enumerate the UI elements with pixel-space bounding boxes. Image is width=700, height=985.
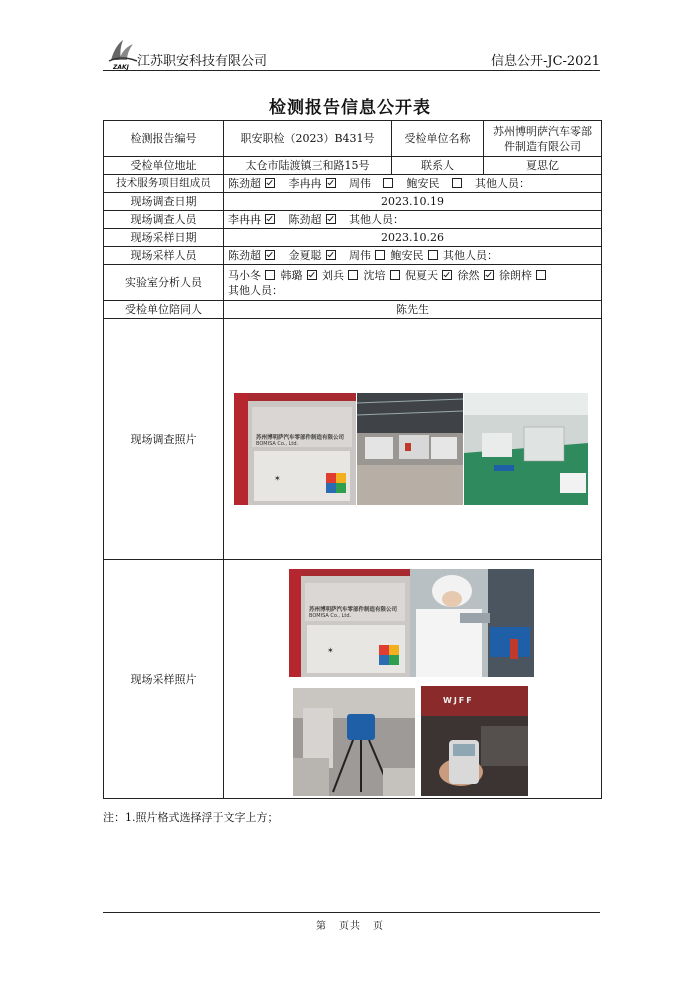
sample-date-value: 2023.10.26 <box>224 229 602 247</box>
checkbox-icon <box>484 270 494 280</box>
table-row <box>104 301 602 319</box>
banner-text: WJFF <box>443 696 474 705</box>
footnote: 注：1.照片格式选择浮于文字上方； <box>103 811 279 824</box>
contact-value: 夏思亿 <box>484 157 602 175</box>
person-name: 陈劲超 <box>288 213 322 226</box>
logo-text: ZAKJ <box>113 64 129 71</box>
sample-photo-worker <box>410 569 534 677</box>
person-name: 李冉冉 <box>228 213 261 226</box>
checkbox-icon <box>390 270 400 280</box>
survey-staff-value <box>224 211 602 229</box>
person-name: 周伟 <box>349 249 371 262</box>
person-name: 徐朗梓 <box>499 268 532 282</box>
page-end-label: 页 <box>373 921 384 932</box>
checkbox-icon <box>348 270 358 280</box>
other-staff: 其他人员： <box>475 177 530 190</box>
checkbox-icon <box>383 178 393 188</box>
sample-photo-label: 现场采样照片 <box>104 560 224 799</box>
company-name: 江苏职安科技有限公司 <box>137 54 268 69</box>
survey-date-value: 2023.10.19 <box>224 193 602 211</box>
person-name: 马小冬 <box>228 268 261 282</box>
address-value: 太仓市陆渡镇三和路15号 <box>224 157 392 175</box>
sign-subtext: BOMISA Co., Ltd. <box>256 441 299 447</box>
sample-staff-label: 现场采样人员 <box>104 247 224 265</box>
checkbox-icon <box>452 178 462 188</box>
meter-image-icon <box>421 686 528 796</box>
table-row <box>104 121 602 157</box>
survey-photo-label: 现场调查照片 <box>104 319 224 560</box>
report-no-label: 检测报告编号 <box>104 121 224 157</box>
svg-text:✶: ✶ <box>327 646 334 655</box>
checkbox-icon <box>265 250 275 260</box>
checkbox-icon <box>265 178 275 188</box>
person-name: 陈劲超 <box>228 177 261 190</box>
checkbox-icon <box>307 270 317 280</box>
checkbox-icon <box>442 270 452 280</box>
person-name: 金夏聪 <box>288 249 322 262</box>
unit-name-label: 受检单位名称 <box>392 121 484 157</box>
table-row <box>104 193 602 211</box>
sample-photo-sign <box>289 569 410 677</box>
escort-label: 受检单位陪同人 <box>104 301 224 319</box>
sample-photo-device <box>293 688 415 796</box>
unit-name-value: 苏州博明萨汽车零部件制造有限公司 <box>484 121 602 157</box>
page-footer <box>0 917 700 932</box>
page-label: 第 <box>316 921 327 932</box>
sign-text: 苏州博明萨汽车零部件制造有限公司 <box>256 435 345 441</box>
workshop-image-icon <box>357 393 463 505</box>
sign-subtext: BOMISA Co., Ltd. <box>309 613 352 619</box>
survey-staff-label: 现场调查人员 <box>104 211 224 229</box>
table-row <box>104 157 602 175</box>
checkbox-icon <box>536 270 546 280</box>
checkbox-icon <box>265 214 275 224</box>
table-row <box>104 175 602 193</box>
table-row <box>104 229 602 247</box>
checkbox-icon <box>375 250 385 260</box>
sampler-image-icon <box>293 688 415 796</box>
worker-image-icon <box>410 569 534 677</box>
person-name: 陈劲超 <box>228 249 261 262</box>
table-row <box>104 265 602 301</box>
other-staff: 其他人员： <box>349 213 404 226</box>
page-title: 检测报告信息公开表 <box>269 98 431 118</box>
lab-staff-value <box>224 265 602 301</box>
survey-photo-floor <box>464 393 588 505</box>
team-label: 技术服务项目组成员 <box>104 175 224 193</box>
survey-photo-sign <box>234 393 356 505</box>
checkbox-icon <box>326 214 336 224</box>
sample-staff-value <box>224 247 602 265</box>
checkbox-icon <box>326 250 336 260</box>
document-number: 信息公开-JC-2021 <box>490 54 600 69</box>
company-logo-icon <box>105 34 139 68</box>
survey-photo-workshop <box>357 393 463 505</box>
sign-image-icon <box>234 393 356 505</box>
sign-image-icon <box>289 569 410 677</box>
sign-text: 苏州博明萨汽车零部件制造有限公司 <box>309 607 398 613</box>
table-row <box>104 211 602 229</box>
escort-value: 陈先生 <box>224 301 602 319</box>
floor-image-icon <box>464 393 588 505</box>
checkbox-icon <box>428 250 438 260</box>
sample-photo-meter <box>421 686 528 796</box>
person-name: 刘兵 <box>322 268 344 282</box>
person-name: 李冉冉 <box>288 177 322 190</box>
page-header <box>103 38 600 71</box>
other-staff: 其他人员： <box>443 249 498 262</box>
person-name: 徐然 <box>457 268 480 282</box>
table-row <box>104 247 602 265</box>
person-name: 鲍安民 <box>406 177 440 190</box>
contact-label: 联系人 <box>392 157 484 175</box>
report-no-value: 职安职检（2023）B431号 <box>224 121 392 157</box>
sample-date-label: 现场采样日期 <box>104 229 224 247</box>
footer-divider <box>103 912 600 913</box>
checkbox-icon <box>326 178 336 188</box>
person-name: 沈培 <box>363 268 386 282</box>
svg-text:✶: ✶ <box>274 474 281 483</box>
person-name: 韩璐 <box>280 268 303 282</box>
person-name: 周伟 <box>349 177 371 190</box>
checkbox-icon <box>265 270 275 280</box>
other-staff: 其他人员： <box>228 283 283 297</box>
address-label: 受检单位地址 <box>104 157 224 175</box>
person-name: 鲍安民 <box>390 249 424 262</box>
survey-date-label: 现场调查日期 <box>104 193 224 211</box>
person-name: 倪夏天 <box>405 268 438 282</box>
page-mid-label: 页共 <box>339 921 361 932</box>
team-value <box>224 175 602 193</box>
lab-label: 实验室分析人员 <box>104 265 224 301</box>
